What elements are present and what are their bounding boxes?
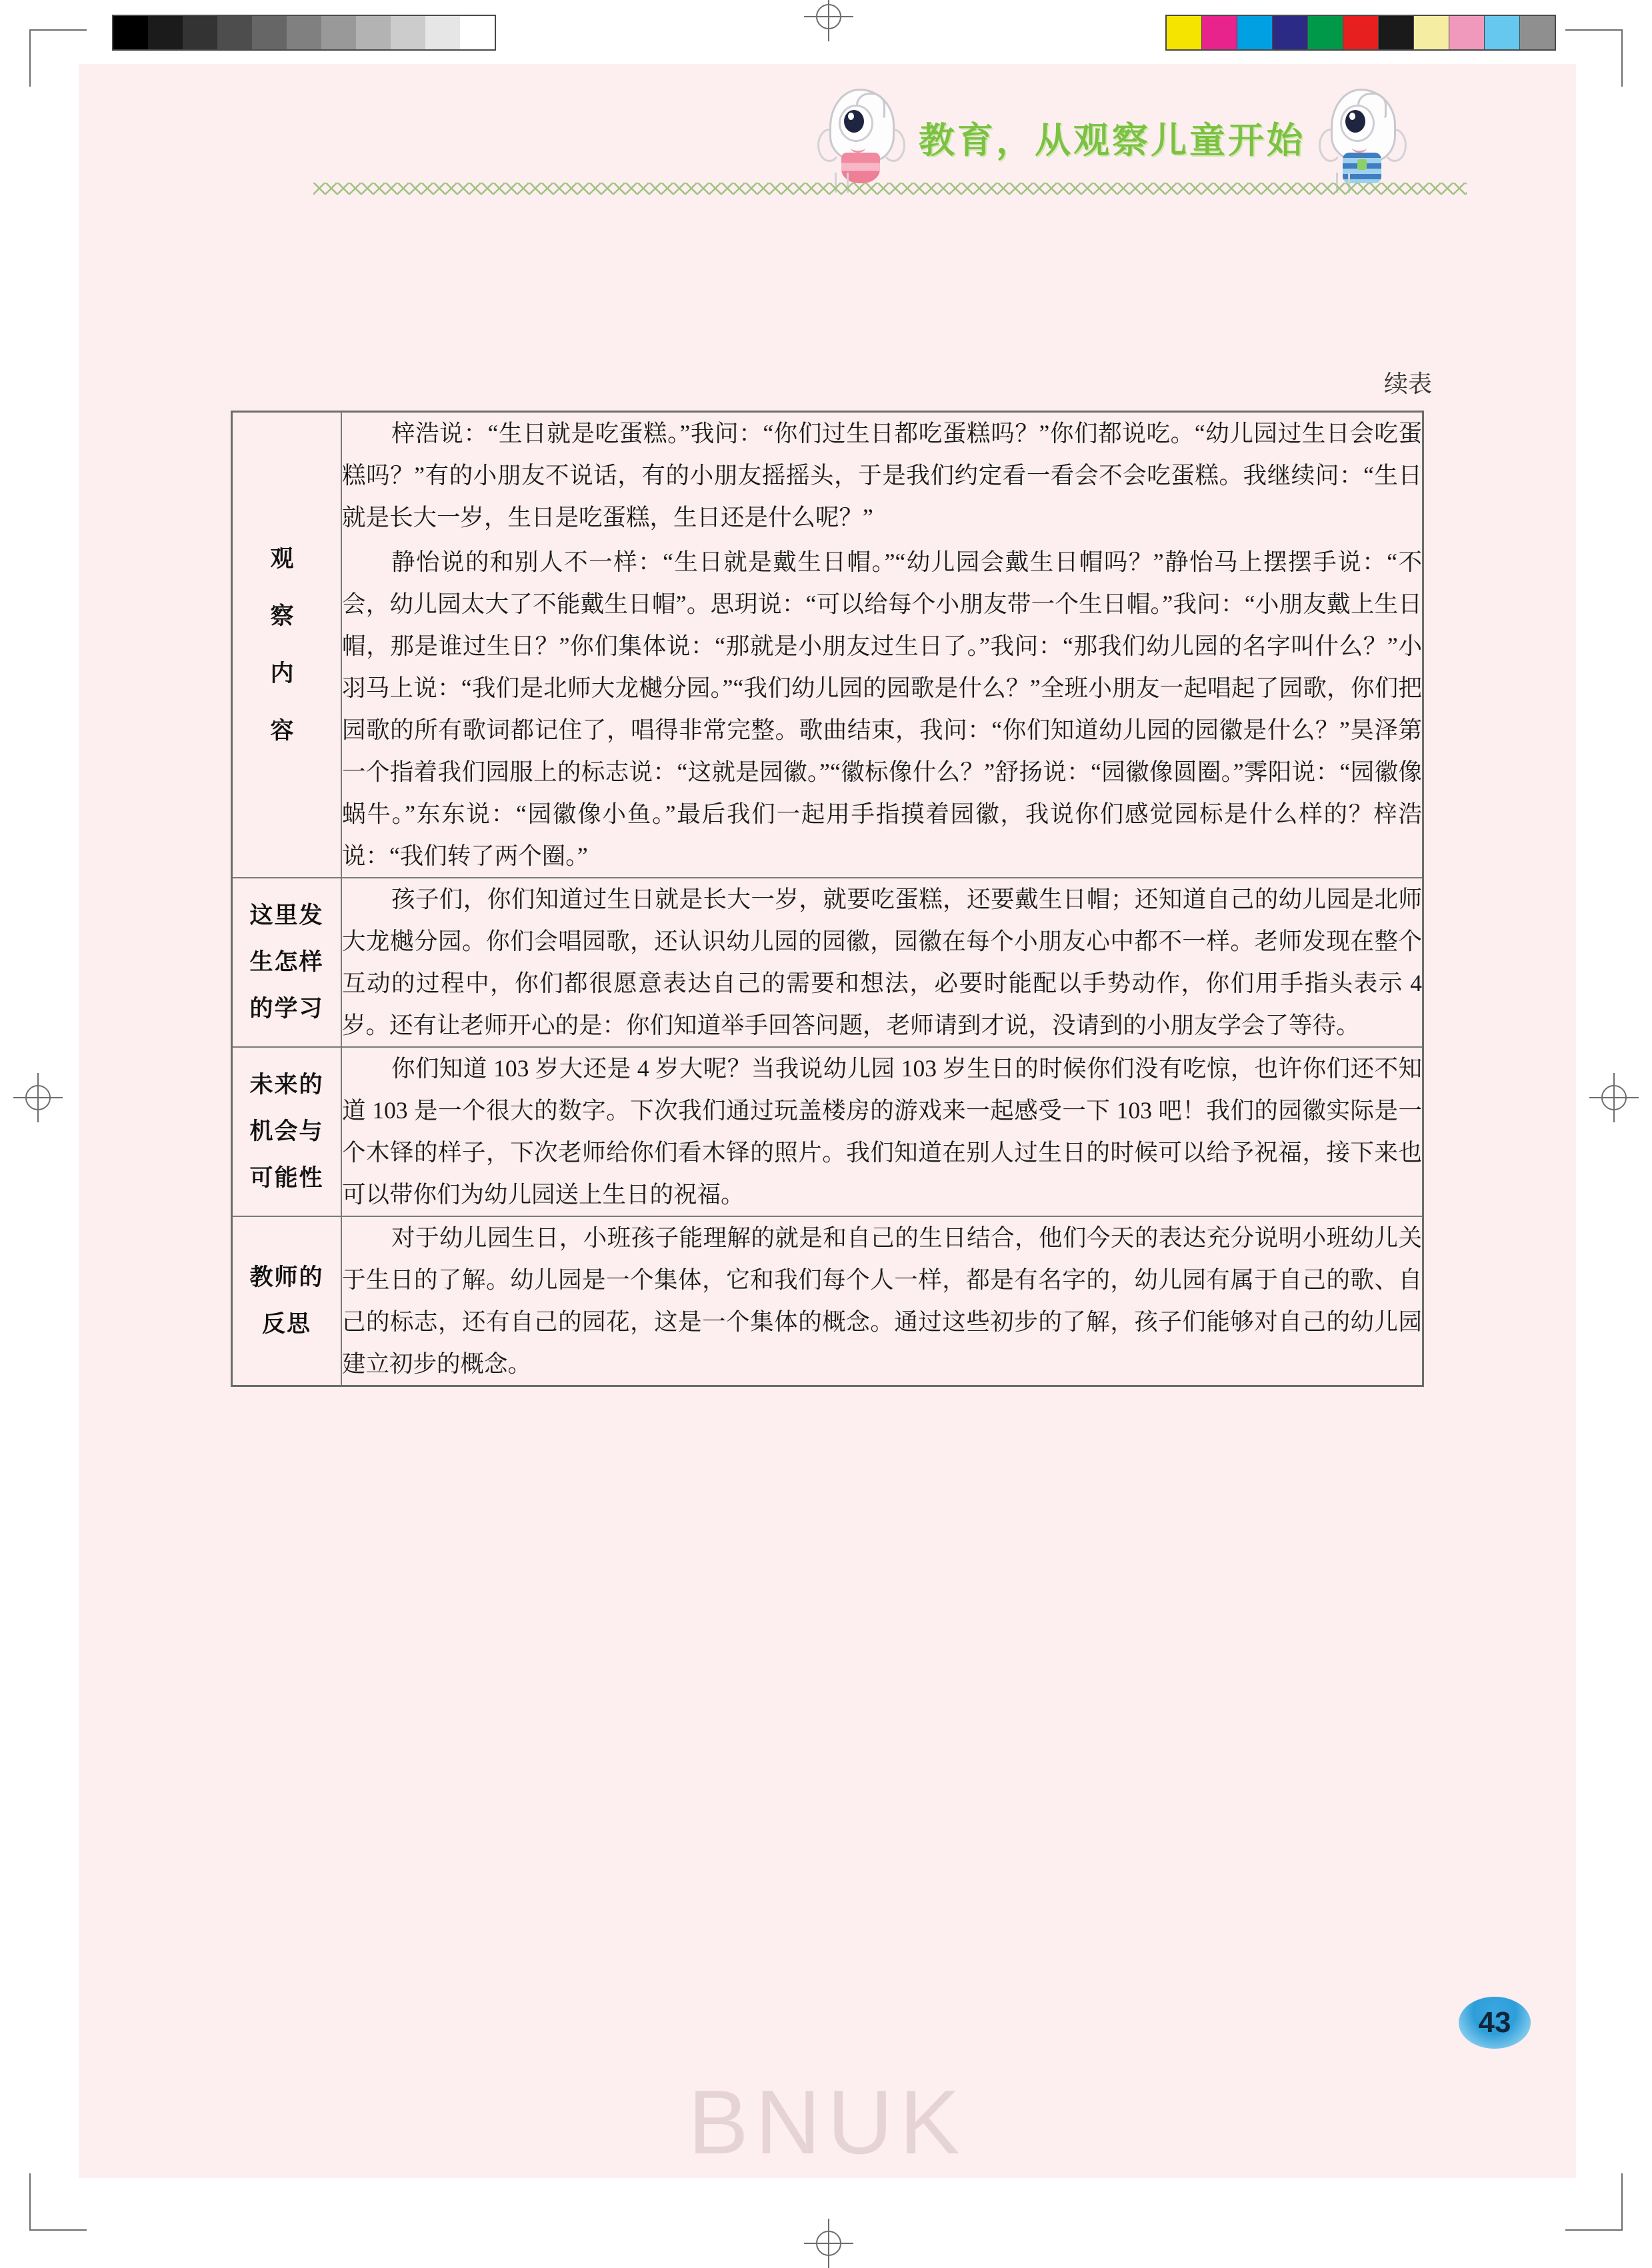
registration-mark-top — [804, 0, 853, 41]
color-patch — [1237, 16, 1273, 49]
color-patch — [1485, 16, 1520, 49]
watermark: BNUK — [688, 2071, 967, 2173]
row-label-what-learning-happens — [232, 878, 342, 1047]
corner-mark-bottom-right — [1565, 2173, 1623, 2231]
wavy-divider — [313, 183, 1467, 195]
grayscale-patch — [217, 16, 252, 49]
color-patch — [1449, 16, 1485, 49]
page-title: 教育，从观察儿童开始 — [919, 120, 1305, 161]
table-row — [232, 412, 1423, 878]
row-content-observation-content — [341, 412, 1423, 878]
row-content-future-opportunities — [341, 1047, 1423, 1216]
color-patch — [1167, 16, 1202, 49]
table-row — [232, 1047, 1423, 1216]
grayscale-patch — [425, 16, 460, 49]
color-patch — [1202, 16, 1237, 49]
registration-mark-right — [1589, 1073, 1639, 1122]
printed-page — [79, 64, 1576, 2178]
corner-mark-bottom-left — [29, 2173, 87, 2231]
color-patch — [1343, 16, 1379, 49]
table-row — [232, 1216, 1423, 1386]
paragraph: 孩子们，你们知道过生日就是长大一岁，就要吃蛋糕，还要戴生日帽；还知道自己的幼儿园是北师大龙樾分园。你们会唱园歌，还认识幼儿园的园徽，园徽在每个小朋友心中都不一样。老师发现在整个互动的过程中，你们都很愿意表达自己的需要和想法，必要时能配以手势动作，你们用手指头表示 4 岁。还有让老师开心的是：你们知道举手回答问题，老师请到才说，没请到的小朋友学会了等待。 — [342, 886, 1422, 1038]
girl-mascot-icon — [821, 87, 901, 187]
paragraph: 你们知道 103 岁大还是 4 岁大呢？当我说幼儿园 103 岁生日的时候你们没有吃惊，也许你们还不知道 103 是一个很大的数字。下次我们通过玩盖楼房的游戏来一起感受一下 103 吧！我们的园徽实际是一个木铎的样子，下次老师给你们看木铎的照片。我们知道在别人过生日的时候可以给予祝福，接下来也可以带你们为幼儿园送上生日的祝福。 — [342, 1055, 1422, 1208]
color-patch — [1520, 16, 1555, 49]
row-label-observation-content — [232, 412, 342, 878]
grayscale-patch — [148, 16, 183, 49]
grayscale-patch — [460, 16, 495, 49]
page-number-badge: 43 — [1459, 1997, 1531, 2049]
paragraph: 对于幼儿园生日，小班孩子能理解的就是和自己的生日结合，他们今天的表达充分说明小班幼儿关于生日的了解。幼儿园是一个集体，它和我们每个人一样，都是有名字的，幼儿园有属于自己的歌、自己的标志，还有自己的园花，这是一个集体的概念。通过这些初步的了解，孩子们能够对自己的幼儿园建立初步的概念。 — [342, 1224, 1422, 1377]
row-content-teacher-reflection — [341, 1216, 1423, 1386]
grayscale-patch — [113, 16, 148, 49]
grayscale-patch — [252, 16, 287, 49]
continued-table-label: 续表 — [1383, 371, 1432, 397]
boy-mascot-icon — [1323, 87, 1403, 187]
color-calibration-strip — [1165, 15, 1556, 51]
grayscale-calibration-strip — [112, 15, 496, 51]
row-label-future-opportunities — [232, 1047, 342, 1216]
row-label-text: 观 察 内 容 — [270, 545, 303, 744]
page-header — [79, 64, 1576, 204]
row-label-text: 教师的 反思 — [249, 1264, 324, 1337]
color-patch — [1308, 16, 1343, 49]
grayscale-patch — [287, 16, 321, 49]
color-patch — [1379, 16, 1414, 49]
registration-mark-left — [13, 1073, 63, 1122]
grayscale-patch — [321, 16, 356, 49]
color-patch — [1414, 16, 1449, 49]
row-label-text: 未来的 机会与 可能性 — [249, 1072, 324, 1191]
row-content-what-learning-happens — [341, 878, 1423, 1047]
grayscale-patch — [391, 16, 425, 49]
observation-record-table — [231, 411, 1424, 1387]
paragraph: 静怡说的和别人不一样：“生日就是戴生日帽。”“幼儿园会戴生日帽吗？”静怡马上摆摆手说：“不会，幼儿园太大了不能戴生日帽”。思玥说：“可以给每个小朋友带一个生日帽。”我问：“小朋友戴上生日帽，那是谁过生日？”你们集体说：“那就是小朋友过生日了。”我问：“那我们幼儿园的名字叫什么？”小羽马上说：“我们是北师大龙樾分园。”“我们幼儿园的园歌是什么？”全班小朋友一起唱起了园歌，你们把园歌的所有歌词都记住了，唱得非常完整。歌曲结束，我问：“你们知道幼儿园的园徽是什么？”昊泽第一个指着我们园服上的标志说：“这就是园徽。”“徽标像什么？”舒扬说：“园徽像圆圈。”霁阳说：“园徽像蜗牛。”东东说：“园徽像小鱼。”最后我们一起用手指摸着园徽，我说你们感觉园标是什么样的？梓浩说：“我们转了两个圈。” — [342, 549, 1422, 869]
registration-mark-bottom — [804, 2219, 853, 2268]
color-patch — [1273, 16, 1308, 49]
grayscale-patch — [183, 16, 217, 49]
paragraph: 梓浩说：“生日就是吃蛋糕。”我问：“你们过生日都吃蛋糕吗？”你们都说吃。“幼儿园过生日会吃蛋糕吗？”有的小朋友不说话，有的小朋友摇摇头，于是我们约定看一看会不会吃蛋糕。我继续问：“生日就是长大一岁，生日是吃蛋糕，生日还是什么呢？” — [342, 420, 1422, 531]
row-label-text: 这里发 生怎样 的学习 — [249, 902, 324, 1022]
row-label-teacher-reflection — [232, 1216, 342, 1386]
grayscale-patch — [356, 16, 391, 49]
table-row — [232, 878, 1423, 1047]
